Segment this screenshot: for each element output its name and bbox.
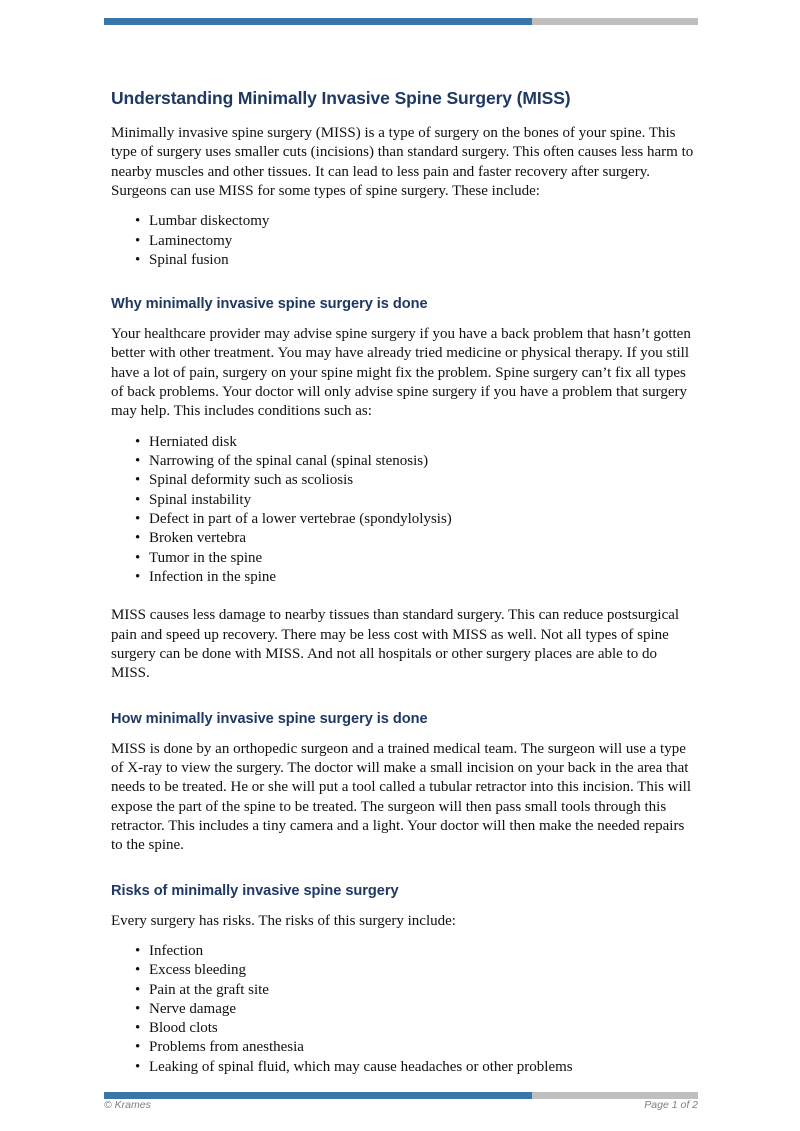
list-item [111,491,697,509]
section-paragraph-risks: Every surgery has risks. The risks of this surgery include: [111,912,456,929]
section-heading-why: Why minimally invasive spine surgery is done [111,296,428,313]
header-rule [104,18,698,25]
bullet-icon: • [135,251,141,268]
list-item-label: Infection [149,942,204,959]
footer-rule [104,1092,698,1099]
header-rule-gray-segment [532,18,698,25]
list-item [111,981,697,999]
list-item-label: Spinal instability [149,491,252,508]
list-item-label: Tumor in the spine [149,549,263,566]
list-item [111,452,697,470]
footer-page-indicator: Page 1 of 2 [644,1099,698,1111]
list-item [111,1019,697,1037]
list-item-label: Narrowing of the spinal canal (spinal stenosis) [149,453,429,470]
bullet-icon: • [135,472,141,489]
list-item [111,433,697,451]
bullet-icon: • [135,530,141,547]
footer-copyright: © Krames [104,1099,151,1111]
bullet-icon: • [135,568,141,585]
list-item [111,471,697,489]
list-item [111,1038,697,1056]
list-item-label: Herniated disk [149,433,237,450]
bullet-icon: • [135,981,141,998]
list-item [111,942,697,960]
list-item-label: Spinal fusion [149,251,229,268]
section-heading-risks: Risks of minimally invasive spine surgery [111,882,399,899]
bullet-icon: • [135,1058,141,1075]
list-item-label: Defect in part of a lower vertebrae (spondylolysis) [149,511,452,528]
list-item-label: Lumbar diskectomy [149,213,270,230]
list-item [111,1000,697,1018]
bullet-icon: • [135,213,141,230]
bullet-icon: • [135,549,141,566]
list-item [111,568,697,586]
list-item-label: Nerve damage [149,1000,237,1017]
bullet-icon: • [135,942,141,959]
list-item [111,212,697,230]
list-item [111,1058,697,1076]
list-item-label: Excess bleeding [149,962,247,979]
bullet-icon: • [135,1039,141,1056]
list-item [111,510,697,528]
list-item-label: Problems from anesthesia [149,1039,304,1056]
bullet-icon: • [135,453,141,470]
section-paragraph-how: MISS is done by an orthopedic surgeon and a trained medical team. The surgeon will use a type of X-ray to view the surgery. The doctor will make a small incision on your back in the area that needs to be treated. He or she will put a tool called a tubular retractor into this incision. This will expose the part of the spine to be treated. The surgeon will then pass small tools through this retractor. This includes a tiny camera and a light. Your doctor will then make the needed repairs to the spine. [111,740,691,854]
bullet-icon: • [135,1020,141,1037]
conditions-list [111,433,697,586]
intro-paragraph: Minimally invasive spine surgery (MISS) is a type of surgery on the bones of your spine. This type of surgery uses smaller cuts (incisions) than standard surgery. This often causes less harm to nearby muscles and other tissues. It can lead to less pain and faster recovery after surgery. Surgeons can use MISS for some types of spine surgery. These include: [111,124,694,199]
list-item-label: Pain at the graft site [149,981,269,998]
footer-rule-gray-segment [532,1092,698,1099]
section-closing-paragraph-why: MISS causes less damage to nearby tissues than standard surgery. This can reduce postsurgical pain and speed up recovery. There may be less cost with MISS as well. Not all types of spine surgery can be done with MISS. And not all hospitals or other surgery places are able to do MISS. [111,607,680,682]
list-item [111,529,697,547]
bullet-icon: • [135,491,141,508]
list-item-label: Spinal deformity such as scoliosis [149,472,354,489]
list-item [111,549,697,567]
risks-list [111,942,697,1076]
list-item-label: Broken vertebra [149,530,247,547]
bullet-icon: • [135,1000,141,1017]
list-item-label: Laminectomy [149,232,233,249]
intro-list [111,212,697,269]
document-body [111,88,697,1082]
bullet-icon: • [135,511,141,528]
footer-rule-blue-segment [104,1092,532,1099]
bullet-icon: • [135,433,141,450]
bullet-icon: • [135,962,141,979]
list-item [111,232,697,250]
list-item-label: Leaking of spinal fluid, which may cause headaches or other problems [149,1058,573,1075]
page-footer [104,1099,698,1111]
section-heading-how: How minimally invasive spine surgery is done [111,710,428,727]
bullet-icon: • [135,232,141,249]
list-item-label: Blood clots [149,1020,218,1037]
list-item [111,251,697,269]
list-item-label: Infection in the spine [149,568,277,585]
page-title: Understanding Minimally Invasive Spine Surgery (MISS) [111,88,571,108]
section-paragraph-why: Your healthcare provider may advise spine surgery if you have a back problem that hasn’t gotten better with other treatment. You may have already tried medicine or physical therapy. If you still have a lot of pain, surgery on your spine might fix the problem. Spine surgery can’t fix all types of back problems. Your doctor will only advise spine surgery if you have a problem that surgery may help. This includes conditions such as: [111,326,691,420]
list-item [111,961,697,979]
header-rule-blue-segment [104,18,532,25]
